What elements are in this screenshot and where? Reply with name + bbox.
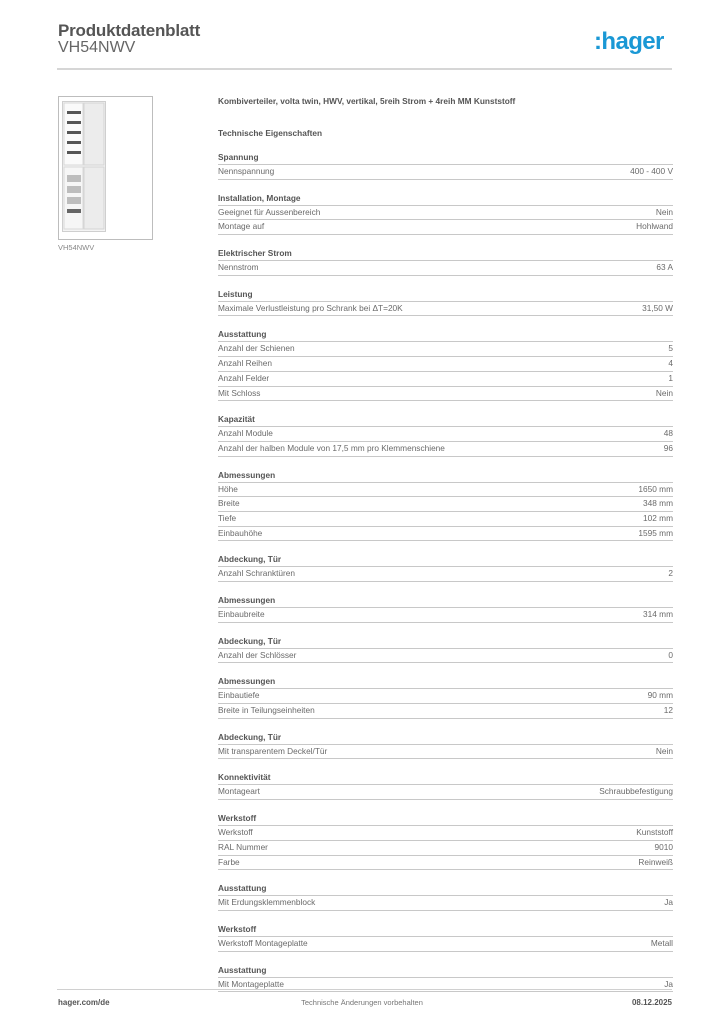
property-value: 314 mm	[643, 609, 673, 619]
property-label: Mit transparentem Deckel/Tür	[218, 745, 328, 756]
property-label: Anzahl Felder	[218, 372, 270, 383]
property-label: Tiefe	[218, 512, 237, 523]
property-group	[218, 924, 673, 952]
property-group	[218, 813, 673, 870]
property-label: Anzahl Schranktüren	[218, 568, 296, 579]
property-value: 5	[668, 343, 673, 354]
property-row	[218, 567, 673, 582]
property-group	[218, 329, 673, 401]
property-group	[218, 193, 673, 235]
property-row	[218, 220, 673, 235]
property-label: Farbe	[218, 856, 240, 867]
property-label: Einbaubreite	[218, 609, 265, 619]
property-row	[218, 978, 673, 993]
group-title: Ausstattung	[218, 883, 673, 896]
property-row	[218, 785, 673, 800]
header-divider	[57, 68, 672, 70]
group-title: Kapazität	[218, 414, 673, 427]
property-row	[218, 342, 673, 357]
property-group	[218, 152, 673, 180]
group-title: Abdeckung, Tür	[218, 636, 673, 649]
property-value: 102 mm	[643, 512, 673, 523]
group-title: Installation, Montage	[218, 193, 673, 206]
property-label: Höhe	[218, 483, 238, 494]
group-title: Abdeckung, Tür	[218, 554, 673, 567]
property-group	[218, 470, 673, 542]
group-title: Ausstattung	[218, 965, 673, 978]
property-value: Nein	[655, 745, 673, 756]
property-value: 1650 mm	[638, 483, 673, 494]
property-row	[218, 387, 673, 402]
property-row	[218, 704, 673, 719]
property-row	[218, 896, 673, 911]
image-caption: VH54NWV	[58, 243, 95, 252]
property-value: Ja	[664, 897, 673, 908]
group-title: Leistung	[218, 289, 673, 302]
footer-divider	[57, 989, 672, 990]
property-value: Nein	[655, 387, 673, 398]
property-label: Mit Schloss	[218, 387, 261, 398]
property-label: Mit Erdungsklemmenblock	[218, 897, 316, 908]
property-value: 1	[668, 372, 673, 383]
group-title: Elektrischer Strom	[218, 248, 673, 261]
property-label: Maximale Verlustleistung pro Schrank bei ΔT=20K	[218, 302, 403, 313]
property-value: 4	[668, 358, 673, 369]
product-content	[218, 95, 673, 992]
property-row	[218, 745, 673, 760]
group-title: Werkstoff	[218, 924, 673, 937]
group-title: Werkstoff	[218, 813, 673, 826]
property-value: 400 - 400 V	[630, 166, 673, 176]
property-row	[218, 841, 673, 856]
property-row	[218, 261, 673, 276]
property-row	[218, 206, 673, 221]
property-row	[218, 442, 673, 457]
product-image	[58, 96, 153, 240]
property-row	[218, 649, 673, 664]
property-row	[218, 497, 673, 512]
technical-properties-heading: Technische Eigenschaften	[218, 128, 323, 138]
property-row	[218, 608, 673, 623]
property-value: 96	[663, 442, 673, 453]
property-value: 1595 mm	[638, 527, 673, 538]
property-group	[218, 554, 673, 582]
property-row	[218, 689, 673, 704]
property-value: Ja	[664, 978, 673, 989]
group-title: Konnektivität	[218, 772, 673, 785]
property-label: Breite in Teilungseinheiten	[218, 705, 315, 716]
property-value: Nein	[655, 206, 673, 217]
property-group	[218, 772, 673, 800]
property-label: Nennstrom	[218, 262, 259, 273]
article-number: VH54NWV	[58, 39, 136, 56]
property-label: Anzahl der halben Module von 17,5 mm pro Klemmenschiene	[218, 442, 445, 453]
group-title: Ausstattung	[218, 329, 673, 342]
property-value: 48	[663, 428, 673, 439]
property-value: 12	[663, 705, 673, 716]
property-value: Schraubbefestigung	[599, 786, 673, 797]
property-group	[218, 414, 673, 456]
property-row	[218, 856, 673, 871]
group-title: Abmessungen	[218, 470, 673, 483]
property-group	[218, 676, 673, 718]
group-title: Abmessungen	[218, 595, 673, 608]
document-title: Produktdatenblatt	[58, 21, 201, 40]
group-title: Abdeckung, Tür	[218, 732, 673, 745]
distribution-cabinet-icon	[62, 101, 106, 232]
property-value: 63 A	[656, 262, 673, 273]
property-row	[218, 427, 673, 442]
property-row	[218, 826, 673, 841]
group-title: Abmessungen	[218, 676, 673, 689]
property-value: 9010	[654, 841, 673, 852]
property-label: Werkstoff Montageplatte	[218, 937, 308, 948]
property-label: Werkstoff	[218, 827, 253, 838]
property-label: Anzahl Reihen	[218, 358, 272, 369]
footer-date: 08.12.2025	[631, 998, 672, 1007]
property-row	[218, 357, 673, 372]
property-label: Anzahl der Schienen	[218, 343, 295, 354]
property-row	[218, 372, 673, 387]
property-group	[218, 289, 673, 317]
property-label: Montage auf	[218, 221, 265, 232]
property-label: Geeignet für Aussenbereich	[218, 206, 321, 217]
property-row	[218, 165, 673, 180]
property-label: Mit Montageplatte	[218, 978, 284, 989]
footer-website-link[interactable]: hager.com/de	[58, 998, 110, 1007]
property-label: Nennspannung	[218, 166, 275, 176]
property-value: 0	[668, 649, 673, 660]
property-label: RAL Nummer	[218, 841, 268, 852]
property-value: 2	[668, 568, 673, 579]
property-value: 31,50 W	[642, 302, 673, 313]
property-row	[218, 483, 673, 498]
product-description: Kombiverteiler, volta twin, HWV, vertikal, 5reih Strom + 4reih MM Kunststoff	[218, 96, 516, 106]
group-title: Spannung	[218, 152, 673, 165]
property-row	[218, 302, 673, 317]
property-label: Einbautiefe	[218, 690, 260, 701]
property-row	[218, 937, 673, 952]
property-value: Kunststoff	[636, 827, 673, 838]
property-group	[218, 732, 673, 760]
property-label: Anzahl der Schlösser	[218, 649, 297, 660]
property-label: Montageart	[218, 786, 260, 797]
property-row	[218, 512, 673, 527]
property-group	[218, 595, 673, 623]
property-value: Reinweiß	[638, 856, 673, 867]
property-group	[218, 248, 673, 276]
hager-logo: :hager	[594, 28, 664, 55]
property-label: Breite	[218, 498, 240, 509]
property-group	[218, 883, 673, 911]
property-value: Hohlwand	[636, 221, 673, 232]
property-value: Metall	[650, 937, 673, 948]
property-group	[218, 636, 673, 664]
property-label: Anzahl Module	[218, 428, 273, 439]
property-value: 348 mm	[643, 498, 673, 509]
footer-notice: Technische Änderungen vorbehalten	[301, 998, 423, 1007]
property-value: 90 mm	[647, 690, 673, 701]
property-row	[218, 527, 673, 542]
property-groups	[218, 152, 673, 992]
property-label: Einbauhöhe	[218, 527, 263, 538]
